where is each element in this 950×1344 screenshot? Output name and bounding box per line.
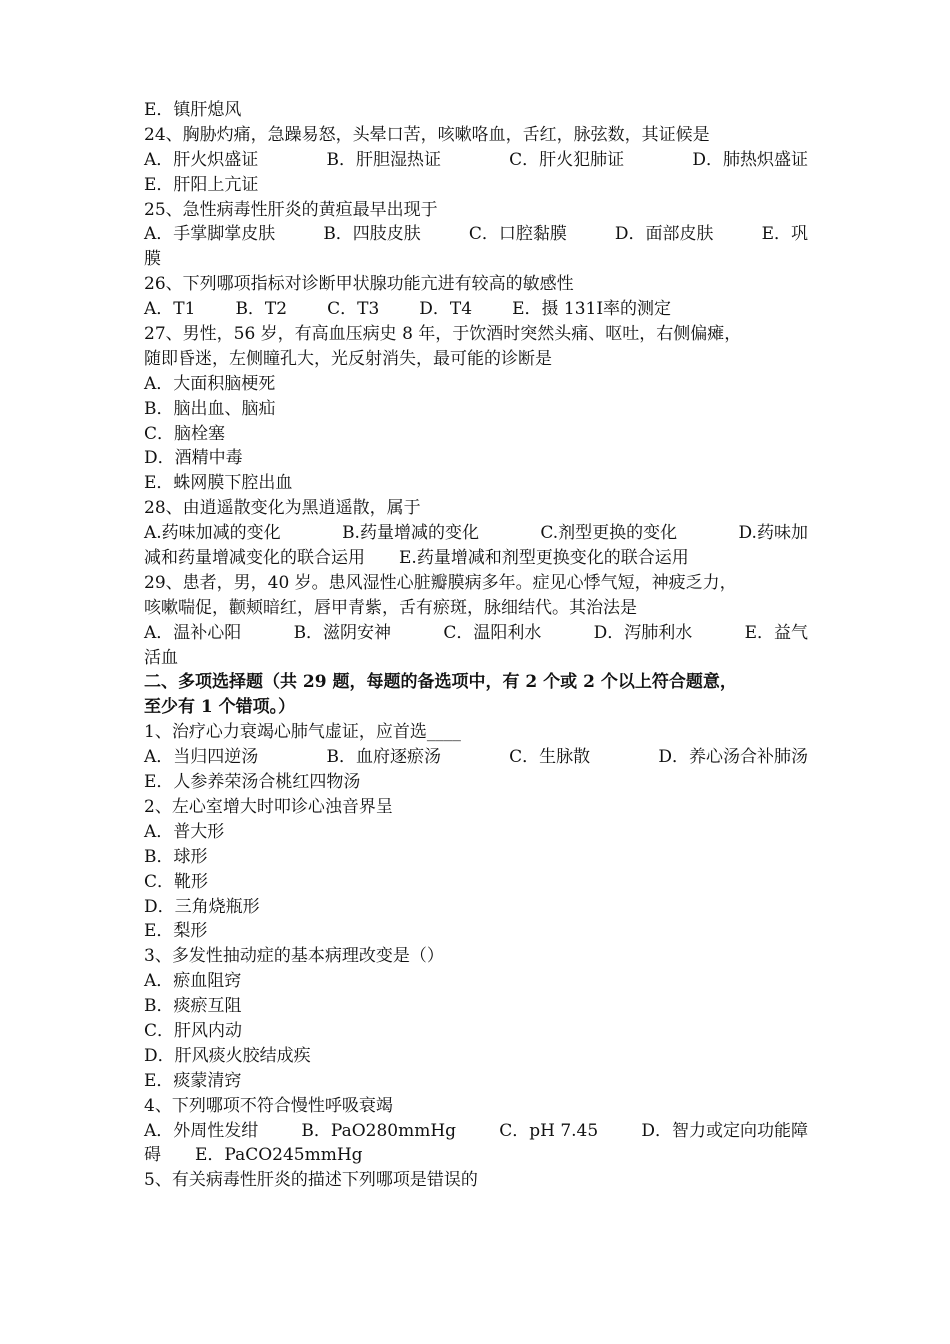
section-heading: 至少有 1 个错项。） — [144, 697, 296, 718]
text-line: C．脑栓塞 — [144, 423, 226, 444]
text-line: 碍 E．PaCO245mmHg — [144, 1145, 363, 1166]
text-line: 24、胸胁灼痛，急躁易怒，头晕口苦，咳嗽咯血，舌红，脉弦数，其证候是 — [144, 124, 710, 145]
option-item: E．益气 — [744, 622, 808, 643]
page-content — [144, 98, 808, 1193]
option-item: A．外周性发绀 — [144, 1120, 259, 1141]
text-line: 25、急性病毒性肝炎的黄疸最早出现于 — [144, 199, 438, 220]
options-row — [144, 745, 808, 770]
text-line: 减和药量增减变化的联合运用 E.药量增减和剂型更换变化的联合运用 — [144, 548, 689, 569]
text-line: 5、有关病毒性肝炎的描述下列哪项是错误的 — [144, 1170, 478, 1191]
text-line: D．酒精中毒 — [144, 448, 243, 469]
text-line: D．三角烧瓶形 — [144, 896, 260, 917]
text-line: C．肝风内动 — [144, 1020, 243, 1041]
option-item: A．手掌脚掌皮肤 — [144, 224, 276, 245]
option-item: E．巩 — [761, 224, 808, 245]
text-line: A．大面积脑梗死 — [144, 373, 276, 394]
option-item: D．T4 — [419, 299, 473, 320]
option-item: C．pH 7.45 — [499, 1120, 599, 1141]
text-line: E．痰蒙清窍 — [144, 1070, 242, 1091]
option-item: D．养心汤合补肺汤 — [658, 747, 808, 768]
options-row — [144, 1119, 808, 1144]
text-line: B．脑出血、脑疝 — [144, 398, 276, 419]
text-line: B．球形 — [144, 846, 208, 867]
text-line: 咳嗽喘促，颧颊暗红，唇甲青紫，舌有瘀斑，脉细结代。其治法是 — [144, 597, 637, 618]
option-item: C．肝火犯肺证 — [509, 149, 625, 170]
text-line: A．普大形 — [144, 821, 225, 842]
options-row — [144, 222, 808, 247]
option-item: C.剂型更换的变化 — [540, 523, 678, 544]
text-line: E．人参养荣汤合桃红四物汤 — [144, 772, 361, 793]
text-line: E．蛛网膜下腔出血 — [144, 473, 293, 494]
option-item: A.药味加减的变化 — [144, 523, 281, 544]
text-line: 1、治疗心力衰竭心肺气虚证，应首选____ — [144, 722, 461, 743]
text-line: B．痰瘀互阻 — [144, 996, 242, 1017]
option-item: A．肝火炽盛证 — [144, 149, 259, 170]
text-line: 膜 — [144, 249, 161, 270]
text-line: 2、左心室增大时叩诊心浊音界呈 — [144, 796, 393, 817]
text-line: 29、患者，男，40 岁。患风湿性心脏瓣膜病多年。症见心悸气短，神疲乏力， — [144, 572, 737, 593]
options-row — [144, 148, 808, 173]
option-item: B．T2 — [235, 299, 288, 320]
option-item: D．面部皮肤 — [614, 224, 714, 245]
option-item: B．滋阴安神 — [293, 622, 392, 643]
text-line: 28、由逍遥散变化为黑逍遥散，属于 — [144, 498, 421, 519]
option-item: E．摄 131Ⅰ率的测定 — [512, 299, 672, 320]
text-line: 27、男性，56 岁，有高血压病史 8 年，于饮酒时突然头痛、呕吐，右侧偏瘫， — [144, 324, 742, 345]
option-item: B．血府逐瘀汤 — [326, 747, 441, 768]
options-row — [144, 621, 808, 646]
options-row — [144, 521, 808, 546]
text-line: E．梨形 — [144, 921, 208, 942]
text-line: 3、多发性抽动症的基本病理改变是（） — [144, 946, 444, 967]
options-row — [144, 297, 808, 322]
option-item: D．智力或定向功能障 — [641, 1120, 808, 1141]
option-item: C．T3 — [327, 299, 380, 320]
option-item: B．PaO280mmHg — [301, 1120, 457, 1141]
option-item: B．四肢皮肤 — [323, 224, 421, 245]
option-item: C．温阳利水 — [443, 622, 542, 643]
option-item: A．温补心阳 — [144, 622, 242, 643]
option-item: A．当归四逆汤 — [144, 747, 259, 768]
text-line: 活血 — [144, 647, 178, 668]
text-line: E．镇肝熄风 — [144, 100, 242, 120]
section-heading: 二、多项选择题（共 29 题，每题的备选项中，有 2 个或 2 个以上符合题意， — [144, 672, 737, 693]
option-item: B.药量增减的变化 — [342, 523, 479, 544]
option-item: D．泻肺利水 — [593, 622, 693, 643]
text-line: 4、下列哪项不符合慢性呼吸衰竭 — [144, 1095, 393, 1116]
option-item: C．口腔黏膜 — [468, 224, 567, 245]
text-line: A．瘀血阻窍 — [144, 971, 242, 992]
text-line: E．肝阳上亢证 — [144, 174, 259, 195]
option-item: B．肝胆湿热证 — [326, 149, 441, 170]
text-line: D．肝风痰火胶结成疾 — [144, 1045, 311, 1066]
option-item: D.药味加 — [738, 523, 808, 544]
option-item: D．肺热炽盛证 — [692, 149, 808, 170]
text-line: 随即昏迷，左侧瞳孔大，光反射消失，最可能的诊断是 — [144, 348, 552, 369]
text-line: 26、下列哪项指标对诊断甲状腺功能亢进有较高的敏感性 — [144, 274, 574, 295]
option-item: A．T1 — [144, 299, 196, 320]
option-item: C．生脉散 — [509, 747, 591, 768]
text-line: C．靴形 — [144, 871, 209, 892]
